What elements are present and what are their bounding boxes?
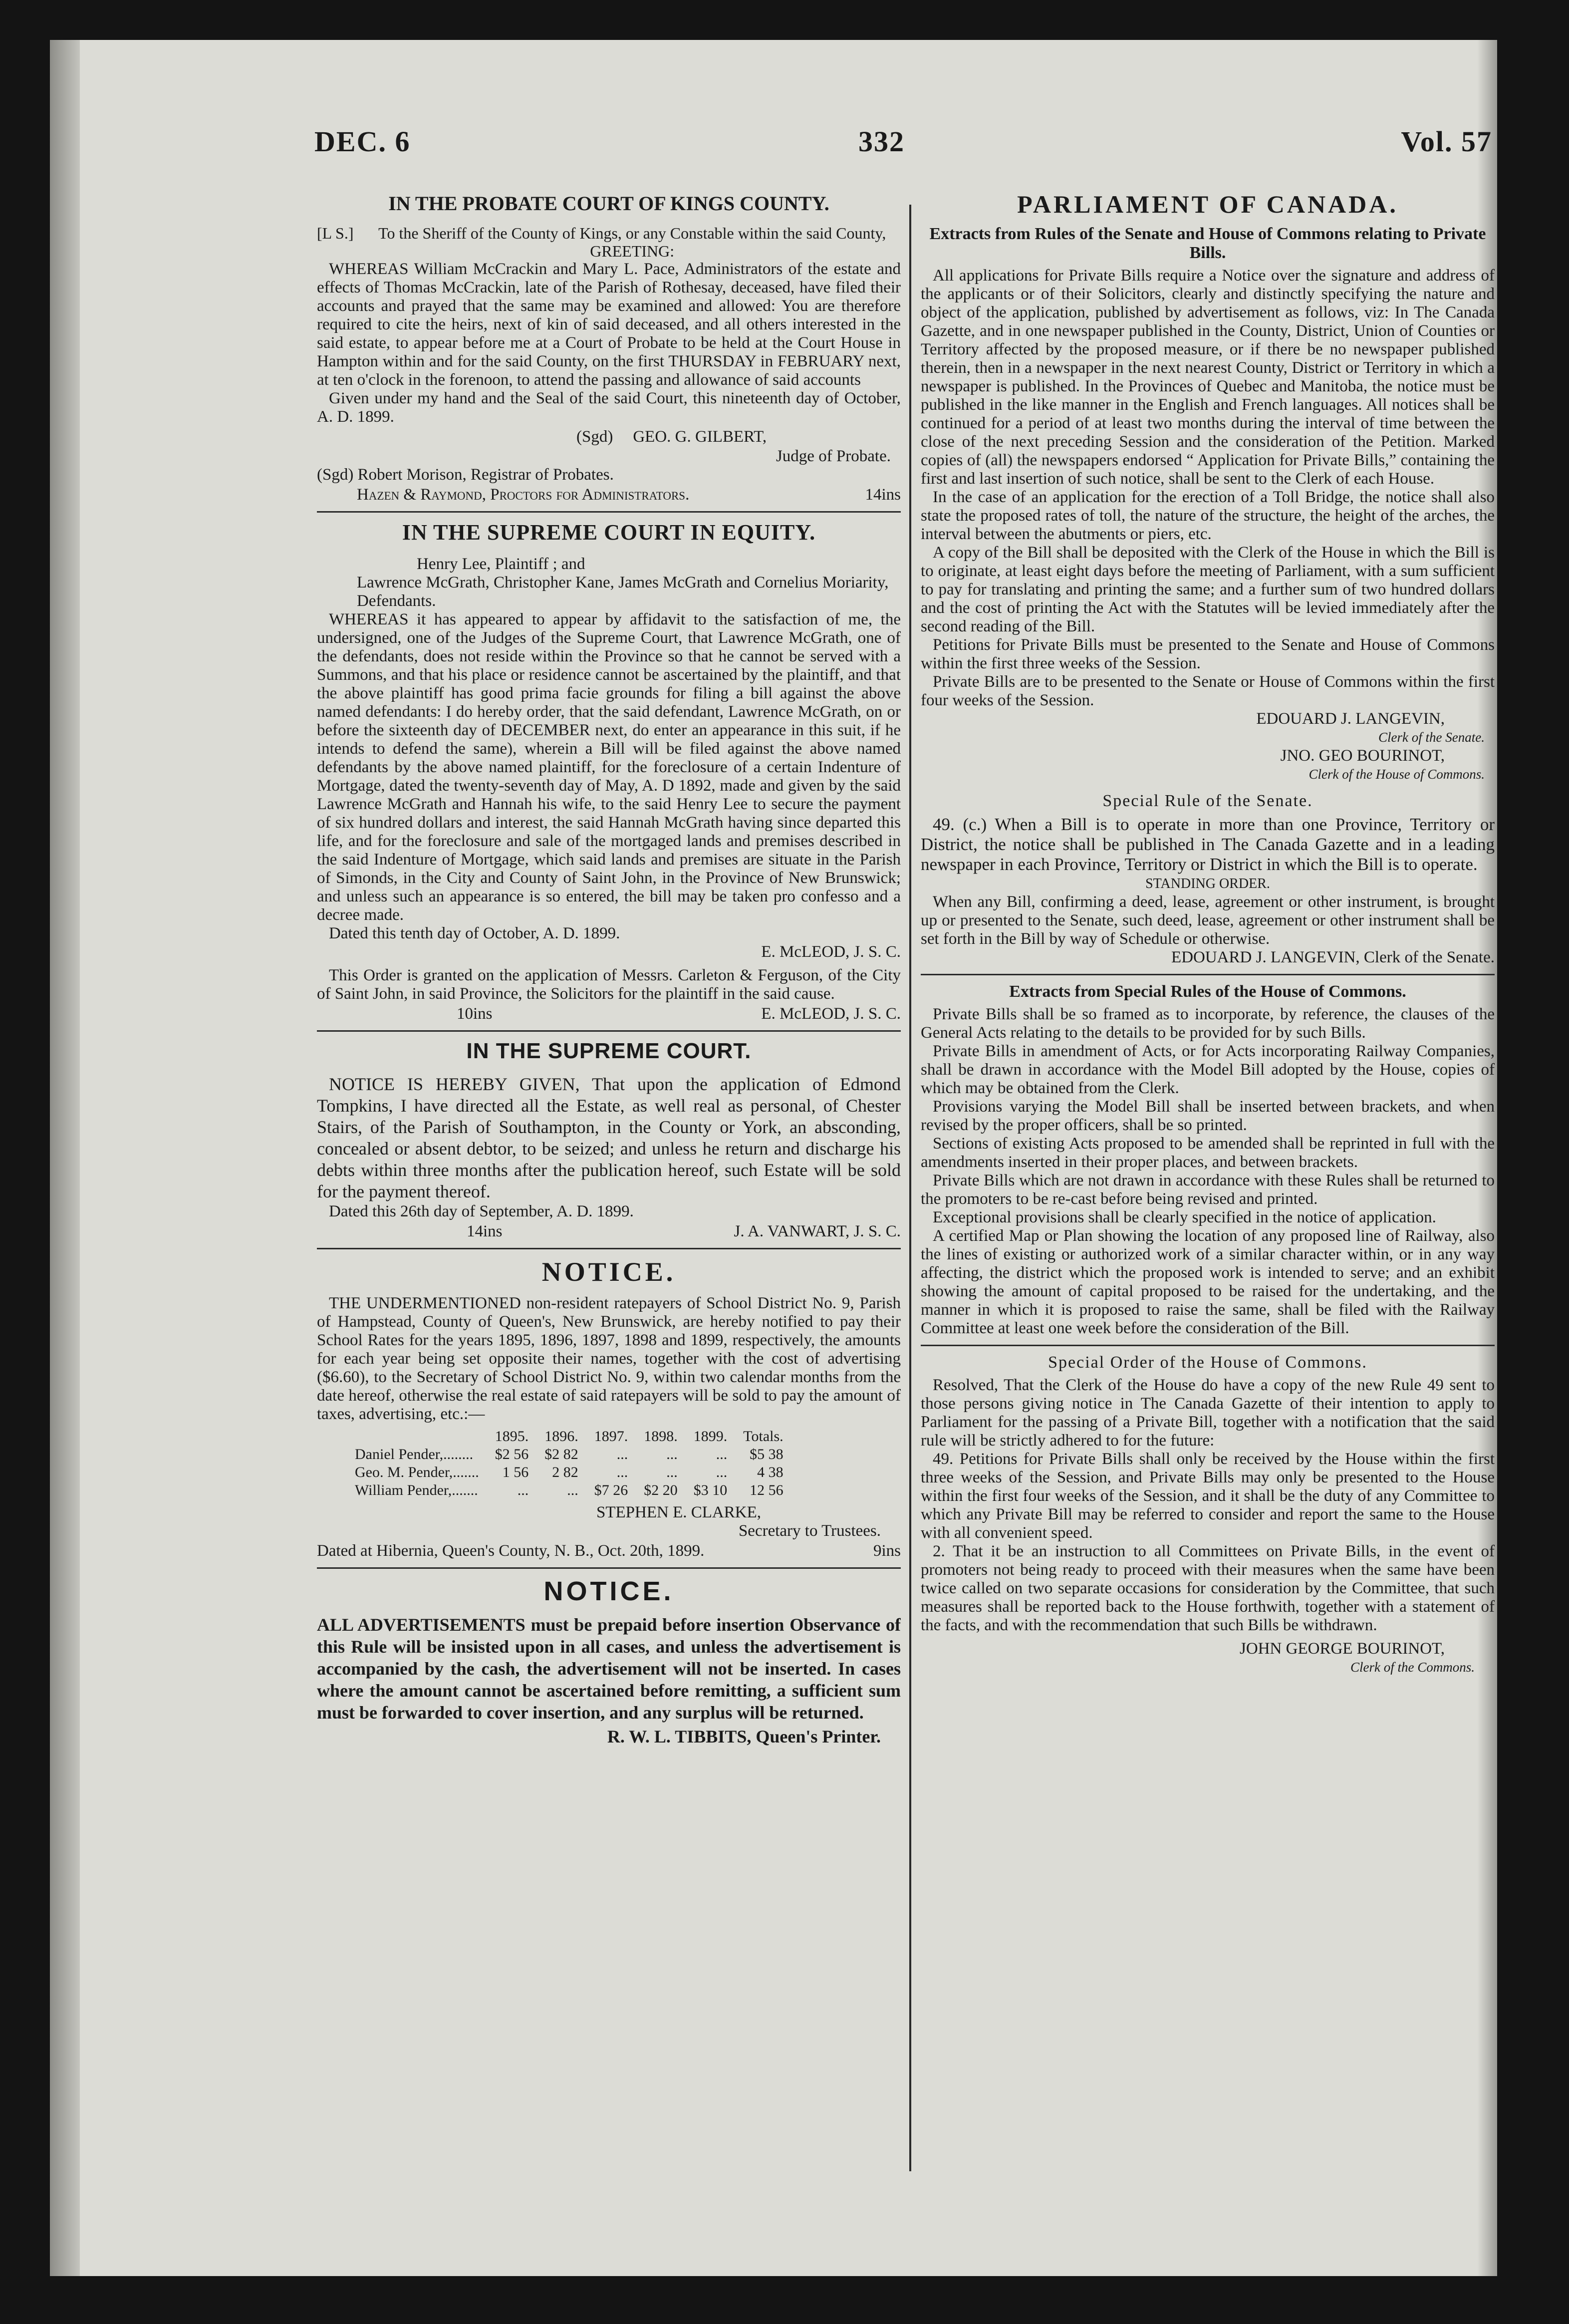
- table-cell: ...: [517, 1482, 529, 1498]
- equity-notice: [317, 520, 901, 1023]
- right-column: [921, 190, 1495, 2176]
- table-row: [347, 1463, 791, 1481]
- table-row: [347, 1481, 791, 1499]
- commons-rule-1: Private Bills shall be so framed as to incorporate, by reference, the clauses of the General Acts relating to the details to be provided for by such Bills.: [921, 1005, 1495, 1042]
- probate-judge-title: Judge of Probate.: [776, 447, 891, 465]
- table-cell: 2 82: [552, 1464, 578, 1480]
- equity-order: This Order is granted on the application of Messrs. Carleton & Ferguson, of the City of Saint John, in said Province, the Solicitors for the plaintiff in the said cause.: [317, 966, 901, 1003]
- commons-clerk-name: JNO. GEO BOURINOT,: [1280, 747, 1445, 765]
- probate-notice: [317, 192, 901, 504]
- supreme-title: IN THE SUPREME COURT.: [466, 1039, 752, 1063]
- parliament-paragraph-3: A copy of the Bill shall be deposited with the Clerk of the House in which the Bill is to originate, at least eight days before the meeting of Parliament, with a sum sufficient to pay for translating and printing the same; and a further sum of two hundred dollars and the cost of printing the Act with the Statutes will be levied immediately after the second reading of the Bill.: [921, 544, 1495, 635]
- table-cell: $2 56: [495, 1446, 529, 1462]
- school-rates-table: [347, 1428, 791, 1499]
- left-column: [317, 190, 901, 2176]
- parliament-paragraph-4: Petitions for Private Bills must be presented to the Senate and House of Commons within the first three weeks of the Session.: [921, 636, 1495, 672]
- table-cell: $3 10: [693, 1482, 728, 1498]
- notice-title: NOTICE.: [541, 1257, 676, 1287]
- school-ins: 9ins: [873, 1542, 901, 1560]
- advertising-notice: [317, 1576, 901, 1746]
- school-signature-name: STEPHEN E. CLARKE,: [596, 1503, 761, 1521]
- table-header-cell: 1897.: [594, 1428, 628, 1445]
- resolved-text: Resolved, That the Clerk of the House do have a copy of the new Rule 49 sent to those persons giving notice in The Canada Gazette of their intention to apply to Parliament for the passing of a Private Bill, together with a notification that the said rule will be strictly adhered to for the future:: [921, 1376, 1495, 1450]
- page-header: [314, 110, 1492, 165]
- table-cell: ...: [666, 1446, 678, 1462]
- commons-rule-7: A certified Map or Plan showing the location of any proposed line of Railway, also the lines of existing or authorized work of a similar character within, or in any way affecting, the district which the proposed work is intended to serve; and an exhibit showing the amount of capital proposed to be raised for the undertaking, and the manner in which it is proposed to raise the same, shall be filed with the Railway Committee at least one week before the consideration of the Bill.: [921, 1227, 1495, 1337]
- column-divider: [909, 205, 911, 2171]
- parliament-paragraph-2: In the case of an application for the erection of a Toll Bridge, the notice shall also state the proposed rates of toll, the nature of the structure, the height of the arches, the interval between the abutments or piers, etc.: [921, 488, 1495, 543]
- table-cell: ...: [716, 1446, 728, 1462]
- section-rule: [921, 1345, 1495, 1346]
- section-rule: [317, 1567, 901, 1569]
- table-header-cell: 1895.: [495, 1428, 529, 1445]
- equity-dated: Dated this tenth day of October, A. D. 1899.: [329, 924, 620, 942]
- rule-49: 49. Petitions for Private Bills shall only be received by the House within the first three weeks of the Session, and Private Bills may only be presented to the House within the first four weeks of the Session, and it shall be the duty of any Committee to which any Private Bill may be referred to consider and report the same to the House with all convenient speed.: [921, 1450, 1495, 1542]
- probate-address: To the Sheriff of the County of Kings, or any Constable within the said County, GREETING:: [378, 224, 886, 260]
- newspaper-page: [50, 40, 1497, 2276]
- supreme-ins: 14ins: [467, 1222, 503, 1240]
- special-order-title: Special Order of the House of Commons.: [1048, 1353, 1367, 1372]
- bourinot-signature-name: JOHN GEORGE BOURINOT,: [1240, 1640, 1445, 1658]
- parliament-extracts-title: Extracts from Rules of the Senate and House of Commons relating to Private Bills.: [929, 225, 1486, 262]
- special-senate-title: Special Rule of the Senate.: [1102, 792, 1313, 810]
- header-volume: Vol. 57: [1401, 125, 1492, 158]
- supreme-dated: Dated this 26th day of September, A. D. 1899.: [329, 1202, 634, 1220]
- supreme-notice: [317, 1039, 901, 1241]
- probate-registrar: (Sgd) Robert Morison, Registrar of Probates.: [317, 466, 614, 484]
- table-cell: $2 82: [544, 1446, 578, 1462]
- school-dated: Dated at Hibernia, Queen's County, N. B., Oct. 20th, 1899.: [317, 1542, 705, 1560]
- probate-proctors: Hazen & Raymond, Proctors for Administrators.: [357, 486, 690, 504]
- header-date: DEC. 6: [314, 125, 411, 158]
- table-cell: William Pender,.......: [355, 1482, 478, 1498]
- equity-signature-1: E. McLEOD, J. S. C.: [761, 943, 901, 961]
- commons-rule-4: Sections of existing Acts proposed to be amended shall be reprinted in full with the amendments inserted in their proper places, and between brackets.: [921, 1135, 1495, 1171]
- table-cell: 4 38: [757, 1464, 784, 1480]
- table-cell: $7 26: [594, 1482, 628, 1498]
- equity-plaintiff: Henry Lee, Plaintiff ; and: [417, 555, 585, 573]
- table-header-cell: Totals.: [743, 1428, 784, 1445]
- standing-order-text: When any Bill, confirming a deed, lease, agreement or other instrument, is brought up or presented to the Senate, such deed, lease, agreement or other instrument shall be set forth in the Bill by way of Schedule or otherwise.: [921, 893, 1495, 948]
- section-rule: [317, 1030, 901, 1032]
- supreme-signature: J. A. VANWART, J. S. C.: [734, 1222, 901, 1240]
- commons-rule-5: Private Bills which are not drawn in accordance with these Rules shall be returned to the promoters to be re-cast before being revised and printed.: [921, 1171, 1495, 1208]
- senate-clerk-title: Clerk of the Senate.: [1378, 730, 1485, 745]
- notice-title: NOTICE.: [543, 1576, 674, 1606]
- school-rates-body: THE UNDERMENTIONED non-resident ratepayers of School District No. 9, Parish of Hampstead, County of Queen's, New Brunswick, are hereby notified to pay their School Rates for the years 1895, 1896, 1897, 1898 and 1899, respectively, the amounts for each year being set opposite their names, together with the cost of advertising ($6.60), to the Secretary of School District No. 9, within two calendar months from the date hereof, otherwise the real estate of said ratepayers will be sold to pay the amount of taxes, advertising, etc.:—: [317, 1294, 901, 1423]
- equity-ins: 10ins: [457, 1005, 493, 1023]
- table-cell: ...: [616, 1446, 628, 1462]
- equity-title: IN THE SUPREME COURT IN EQUITY.: [402, 520, 816, 545]
- table-cell: $5 38: [750, 1446, 784, 1462]
- table-header-row: [347, 1428, 791, 1446]
- table-header-cell: 1896.: [544, 1428, 578, 1445]
- table-header-cell: [347, 1428, 487, 1446]
- table-row: [347, 1446, 791, 1463]
- advertising-body: ALL ADVERTISEMENTS must be prepaid before insertion Observance of this Rule will be insisted upon in all cases, and unless the advertisement is accompanied by the cash, the advertisement will not be inserted. In cases where the amount cannot be ascertained before remitting, a sufficient sum must be forwarded to cover insertion, and any surplus will be returned.: [317, 1615, 901, 1723]
- seal-marker: [L S.]: [317, 224, 354, 242]
- table-cell: 12 56: [750, 1482, 784, 1498]
- supreme-body: NOTICE IS HEREBY GIVEN, That upon the application of Edmond Tompkins, I have directed all the Estate, as well real as personal, of Chester Stairs, of the Parish of Southampton, in the County or York, an absconding, concealed or absent debtor, to be seized; and unless he return and discharge his debts within three months after the publication hereof, such Estate will be sold for the payment thereof.: [317, 1074, 901, 1201]
- table-cell: Geo. M. Pender,.......: [355, 1464, 479, 1480]
- school-rates-notice: [317, 1256, 901, 1560]
- printer-signature: R. W. L. TIBBITS, Queen's Printer.: [607, 1727, 881, 1746]
- commons-clerk-title: Clerk of the House of Commons.: [1308, 767, 1485, 782]
- standing-order-title: STANDING ORDER.: [1145, 876, 1270, 891]
- rule-2: 2. That it be an instruction to all Committees on Private Bills, in the event of promoters not being ready to proceed with their measures when the same have been twice called on two separate occasions for consideration by the Committee, that such measures shall be reported back to the House forthwith, together with a statement of the facts, and with the recommendation that such Bills be withdrawn.: [921, 1542, 1495, 1634]
- bourinot-signature-title: Clerk of the Commons.: [1350, 1660, 1475, 1675]
- equity-signature-2: E. McLEOD, J. S. C.: [761, 1005, 901, 1023]
- table-header-cell: 1898.: [644, 1428, 678, 1445]
- probate-given: Given under my hand and the Seal of the said Court, this nineteenth day of October, A. D. 1899.: [317, 389, 901, 426]
- probate-ins: 14ins: [865, 486, 901, 504]
- equity-body: WHEREAS it has appeared to appear by affidavit to the satisfaction of me, the undersigned, one of the Judges of the Supreme Court, that Lawrence McGrath, one of the defendants, does not reside within the Province so that he cannot be served with a Summons, and that his place or residence cannot be ascertained by the plaintiff, and that the above plaintiff has good prima facie grounds for filing a bill against the above named defendants: I do hereby order, that the said defendant, Lawrence McGrath, on or before the sixteenth day of DECEMBER next, do enter an appearance in this suit, if he intends to defend the same), wherein a Bill will be filed against the above named defendants by the above named plaintiff, for the foreclosure of a certain Indenture of Mortgage, dated the twenty-seventh day of May, A. D 1892, made and given by the said Lawrence McGrath and Hannah his wife, to the said Henry Lee to secure the payment of six hundred dollars and interest, the said Hannah McGrath having since departed this life, and for the foreclosure and sale of the mortgaged lands and premises described in the said Indenture of Mortgage, which said lands and premises are situate in the Parish of Simonds, in the City and County of Saint John, in the Province of New Brunswick; and unless such an appearance is so entered, the bill may be taken pro confesso and a decree made.: [317, 610, 901, 924]
- commons-rule-2: Private Bills in amendment of Acts, or for Acts incorporating Railway Companies, shall be drawn in accordance with the Model Bill adopted by the House, copies of which may be obtained from the Clerk.: [921, 1042, 1495, 1097]
- commons-rule-6: Exceptional provisions shall be clearly specified in the notice of application.: [933, 1208, 1436, 1226]
- table-cell: 1 56: [502, 1464, 529, 1480]
- school-signature-title: Secretary to Trustees.: [738, 1522, 881, 1540]
- header-page-number: 332: [858, 125, 905, 158]
- commons-rule-3: Provisions varying the Model Bill shall be inserted between brackets, and when revised by the proper officers, shall be so printed.: [921, 1098, 1495, 1134]
- probate-body: WHEREAS William McCrackin and Mary L. Pace, Administrators of the estate and effects of Thomas McCrackin, late of the Parish of Rothesay, deceased, have filed their accounts and prayed that the same may be examined and allowed: You are therefore required to cite the heirs, next of kin of said deceased, and all others interested in the said estate, to appear before me at a Court of Probate to be held at the Court House in Hampton within and for the said County, on the first THURSDAY in FEBRUARY next, at ten o'clock in the forenoon, to attend the passing and allowance of said accounts: [317, 260, 901, 389]
- parliament-paragraph-1: All applications for Private Bills require a Notice over the signature and address of the applicants or of their Solicitors, clearly and distinctly specifying the nature and object of the application, published by advertisement as follows, viz: In The Canada Gazette, and in one newspaper published in the County, District, Union of Counties or Territory affected by the proposed measure, or if there be no newspaper published therein, then in a newspaper in the next nearest County, District or Territory in which a newspaper is published. In the Provinces of Quebec and Manitoba, the notice must be published in the like manner in the English and French languages. All notices shall be continued for a period of at least two months during the interval of time between the close of the next preceding Session and the consideration of the Petition. Marked copies of (all) the newspapers endorsed “ Application for Private Bills,” containing the first and last insertion of such notice, shall be sent to the Clerk of each House.: [921, 267, 1495, 488]
- probate-judge-name: GEO. G. GILBERT,: [633, 428, 767, 446]
- senate-clerk-name: EDOUARD J. LANGEVIN,: [1256, 710, 1445, 728]
- table-cell: ...: [616, 1464, 628, 1480]
- section-rule: [921, 974, 1495, 975]
- parliament-paragraph-5: Private Bills are to be presented to the Senate or House of Commons within the first four weeks of the Session.: [921, 673, 1495, 709]
- table-header-cell: 1899.: [693, 1428, 728, 1445]
- table-cell: ...: [666, 1464, 678, 1480]
- table-cell: $2 20: [644, 1482, 678, 1498]
- probate-title: IN THE PROBATE COURT OF KINGS COUNTY.: [388, 192, 829, 215]
- table-cell: ...: [716, 1464, 728, 1480]
- table-cell: ...: [567, 1482, 578, 1498]
- commons-extracts-title: Extracts from Special Rules of the House of Commons.: [1009, 982, 1406, 1001]
- parliament-title: PARLIAMENT OF CANADA.: [1017, 190, 1398, 218]
- equity-defendants: Lawrence McGrath, Christopher Kane, James McGrath and Cornelius Moriarity, Defendants.: [357, 574, 889, 610]
- rule-49c: 49. (c.) When a Bill is to operate in more than one Province, Territory or District, the notice shall be published in The Canada Gazette and in a leading newspaper in each Province, Territory or District in which the Bill is to operate.: [921, 815, 1495, 874]
- table-cell: Daniel Pender,........: [355, 1446, 474, 1462]
- page-spine-shadow: [50, 40, 80, 2276]
- probate-sgd: (Sgd): [576, 428, 613, 446]
- section-rule: [317, 1248, 901, 1249]
- senate-clerk-signature: EDOUARD J. LANGEVIN, Clerk of the Senate.: [1171, 948, 1495, 966]
- section-rule: [317, 511, 901, 513]
